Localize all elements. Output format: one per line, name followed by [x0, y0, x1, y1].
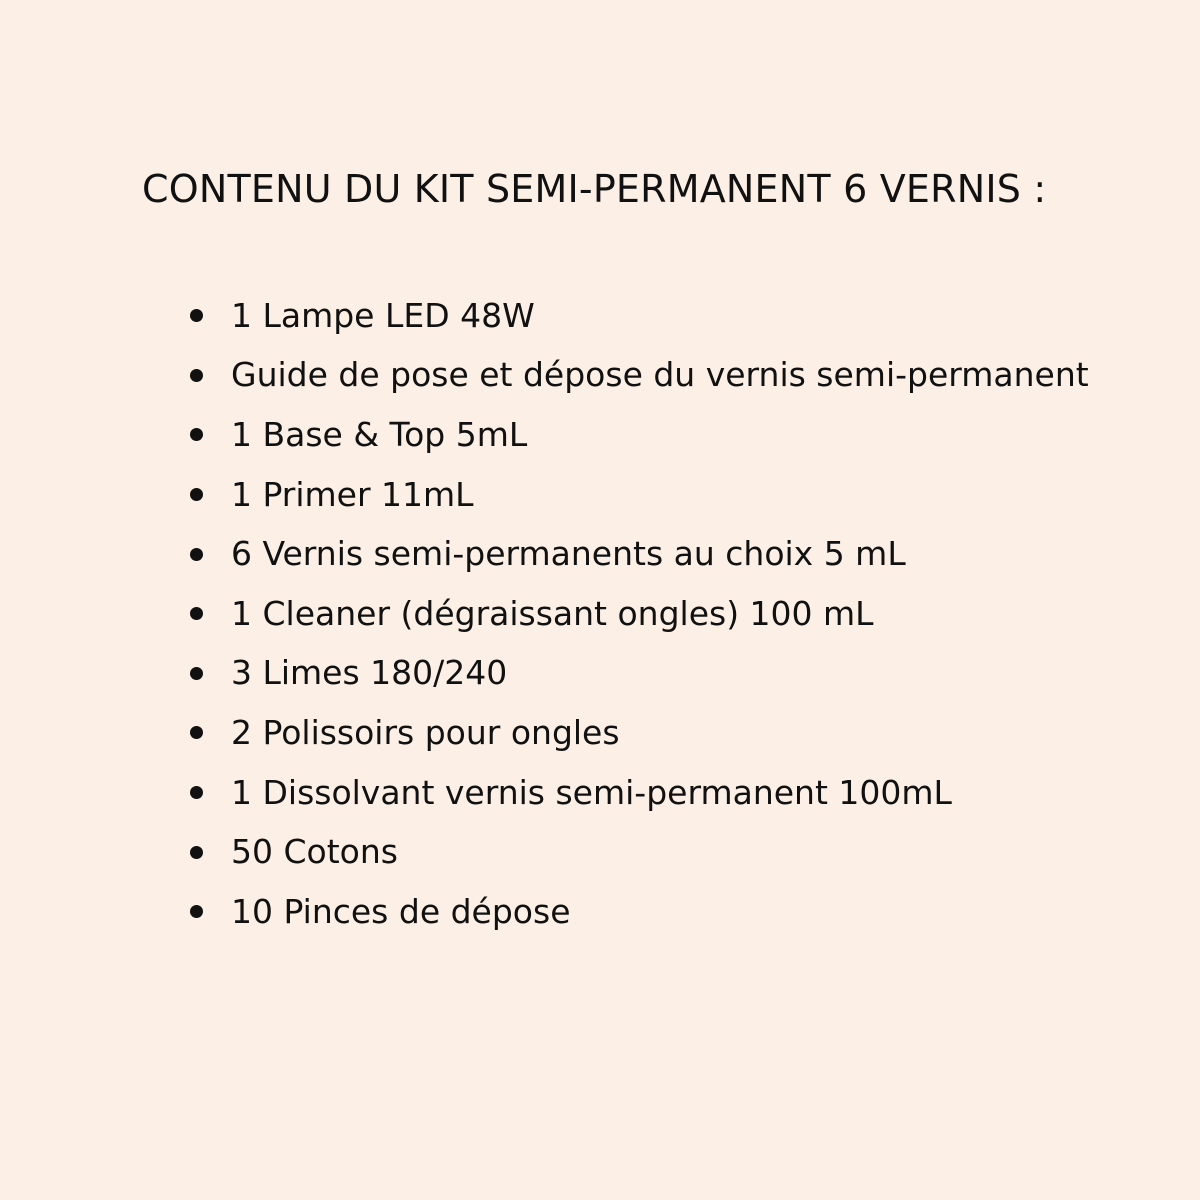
kit-contents-list [190, 286, 1089, 942]
list-item [190, 286, 1089, 346]
bullet-icon [190, 309, 203, 322]
list-item [190, 703, 1089, 763]
list-item [190, 584, 1089, 644]
list-item-text: 3 Limes 180/240 [231, 653, 508, 693]
bullet-icon [190, 667, 203, 680]
list-item [190, 346, 1089, 406]
list-item-text: 1 Base & Top 5mL [231, 414, 528, 454]
bullet-icon [190, 846, 203, 859]
list-item [190, 822, 1089, 882]
list-item [190, 882, 1089, 942]
list-item-text: 50 Cotons [231, 832, 398, 872]
list-item-text: 2 Polissoirs pour ongles [231, 712, 620, 752]
list-item-text: 10 Pinces de dépose [231, 891, 571, 931]
bullet-icon [190, 726, 203, 739]
list-item [190, 763, 1089, 823]
list-item-text: 1 Cleaner (dégraissant ongles) 100 mL [231, 593, 874, 633]
list-item-text: 1 Dissolvant vernis semi-permanent 100mL [231, 772, 952, 812]
list-item-text: Guide de pose et dépose du vernis semi-permanent [231, 355, 1089, 395]
bullet-icon [190, 607, 203, 620]
bullet-icon [190, 905, 203, 918]
bullet-icon [190, 548, 203, 561]
bullet-icon [190, 369, 203, 382]
list-item [190, 465, 1089, 525]
list-item [190, 405, 1089, 465]
list-item-text: 6 Vernis semi-permanents au choix 5 mL [231, 534, 906, 574]
page-title: CONTENU DU KIT SEMI-PERMANENT 6 VERNIS : [142, 167, 1047, 211]
bullet-icon [190, 786, 203, 799]
list-item-text: 1 Primer 11mL [231, 474, 474, 514]
list-item [190, 524, 1089, 584]
bullet-icon [190, 488, 203, 501]
bullet-icon [190, 428, 203, 441]
list-item-text: 1 Lampe LED 48W [231, 295, 535, 335]
list-item [190, 644, 1089, 704]
